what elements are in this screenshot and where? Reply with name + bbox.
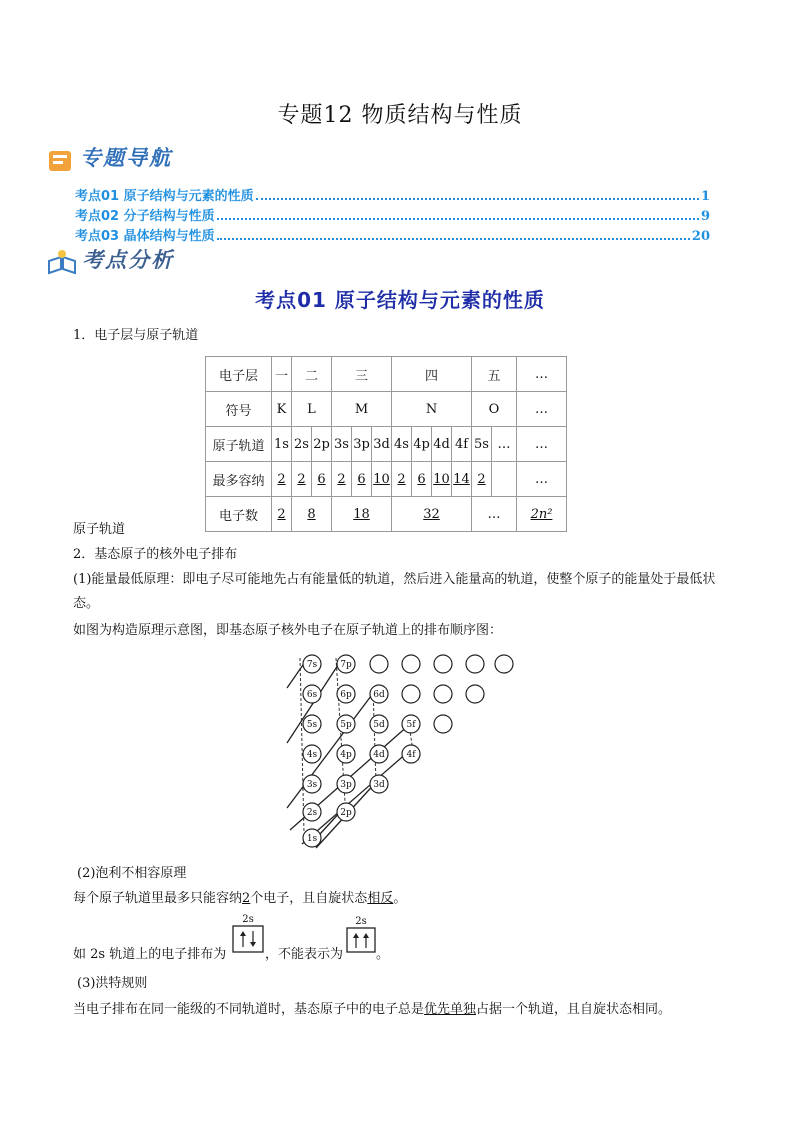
empty-orbital-circle — [434, 715, 452, 733]
svg-text:6p: 6p — [340, 690, 352, 700]
svg-text:5f: 5f — [406, 720, 416, 730]
correct-orbital-box: 2s — [232, 914, 264, 957]
diagram-intro: 如图为构造原理示意图，即基态原子核外电子在原子轨道上的排布顺序图： — [73, 623, 503, 638]
svg-text:1s: 1s — [306, 834, 318, 844]
empty-orbital-circle — [434, 685, 452, 703]
svg-text:2p: 2p — [340, 808, 352, 818]
svg-text:4f: 4f — [406, 750, 416, 760]
example-text-2: ，不能表示为 — [265, 947, 344, 962]
example-text-1: 如 2s 轨道上的电子排布为 — [73, 947, 227, 962]
row-label: 符号 — [206, 392, 272, 427]
orbital-table — [205, 356, 567, 532]
toc-entry-1[interactable]: 考点01 原子结构与元素的性质 1 — [75, 189, 710, 204]
toc-entry-2[interactable]: 考点02 分子结构与性质 9 — [75, 209, 710, 224]
hund-title: (3)洪特规则 — [77, 976, 148, 991]
example-text-3: 。 — [376, 947, 390, 962]
svg-text:3d: 3d — [373, 780, 385, 790]
pauli-title: (2)泡利不相容原理 — [77, 866, 187, 881]
svg-text:3s: 3s — [306, 780, 318, 790]
row-label: 最多容纳 — [206, 462, 272, 497]
table-row-shell: 电子层 一 二 三 四 五 … — [206, 357, 567, 392]
table-caption: 原子轨道 — [73, 522, 126, 537]
analysis-banner-text: 考点分析 — [82, 248, 175, 272]
pencil-book-icon — [47, 147, 75, 175]
pauli-paragraph: 每个原子轨道里最多只能容纳2个电子，且自旋状态相反。 — [73, 891, 407, 906]
svg-text:4d: 4d — [373, 750, 385, 760]
nav-banner — [47, 142, 172, 175]
svg-text:5p: 5p — [340, 720, 352, 730]
svg-text:3p: 3p — [340, 780, 352, 790]
svg-text:4s: 4s — [306, 750, 318, 760]
row-label: 原子轨道 — [206, 427, 272, 462]
toc-entry-3[interactable]: 考点03 晶体结构与性质 20 — [75, 229, 710, 244]
row-label: 电子层 — [206, 357, 272, 392]
svg-text:2s: 2s — [306, 808, 318, 818]
table-row-orbital: 原子轨道 1s 2s 2p 3s 3p 3d 4s 4p 4d 4f 5s … … — [206, 427, 567, 462]
svg-text:4p: 4p — [340, 750, 352, 760]
open-book-lightbulb-icon — [47, 249, 77, 277]
table-row-total: 电子数 2 8 18 32 … 2n² — [206, 497, 567, 532]
section-heading: 考点01 原子结构与元素的性质 — [255, 288, 545, 312]
item-1-heading: 1．电子层与原子轨道 — [73, 328, 199, 343]
hund-paragraph: 当电子排布在同一能级的不同轨道时，基态原子中的电子总是优先单独占据一个轨道，且自旋状态相同。 — [73, 1002, 672, 1017]
empty-orbital-circle — [466, 655, 484, 673]
nav-banner-text: 专题导航 — [80, 146, 173, 170]
empty-orbital-circle — [434, 655, 452, 673]
aufbau-diagram — [280, 648, 530, 856]
svg-text:7p: 7p — [340, 660, 352, 670]
svg-text:7s: 7s — [306, 660, 318, 670]
analysis-banner — [47, 244, 174, 277]
incorrect-orbital-box: 2s — [346, 916, 376, 957]
svg-text:5s: 5s — [306, 720, 318, 730]
table-row-symbol: 符号 K L M N O … — [206, 392, 567, 427]
empty-orbital-circle — [402, 655, 420, 673]
spin-pair-antiparallel-icon — [232, 925, 264, 953]
table-row-capacity: 最多容纳 2 2 6 2 6 10 2 6 10 14 2 … — [206, 462, 567, 497]
svg-text:6s: 6s — [306, 690, 318, 700]
svg-text:5d: 5d — [373, 720, 385, 730]
spin-pair-parallel-icon — [346, 927, 376, 953]
item-2-heading: 2．基态原子的核外电子排布 — [73, 547, 238, 562]
aufbau-paragraph: (1)能量最低原理：即电子尽可能地先占有能量低的轨道，然后进入能量高的轨道，使整个原子的能量处于最低状态。 — [73, 572, 716, 611]
empty-orbital-circle — [370, 655, 388, 673]
page-title: 专题12 物质结构与性质 — [277, 103, 523, 128]
svg-text:6d: 6d — [373, 690, 385, 700]
row-label: 电子数 — [206, 497, 272, 532]
empty-orbital-circle — [466, 685, 484, 703]
empty-orbital-circle — [495, 655, 513, 673]
empty-orbital-circle — [402, 685, 420, 703]
